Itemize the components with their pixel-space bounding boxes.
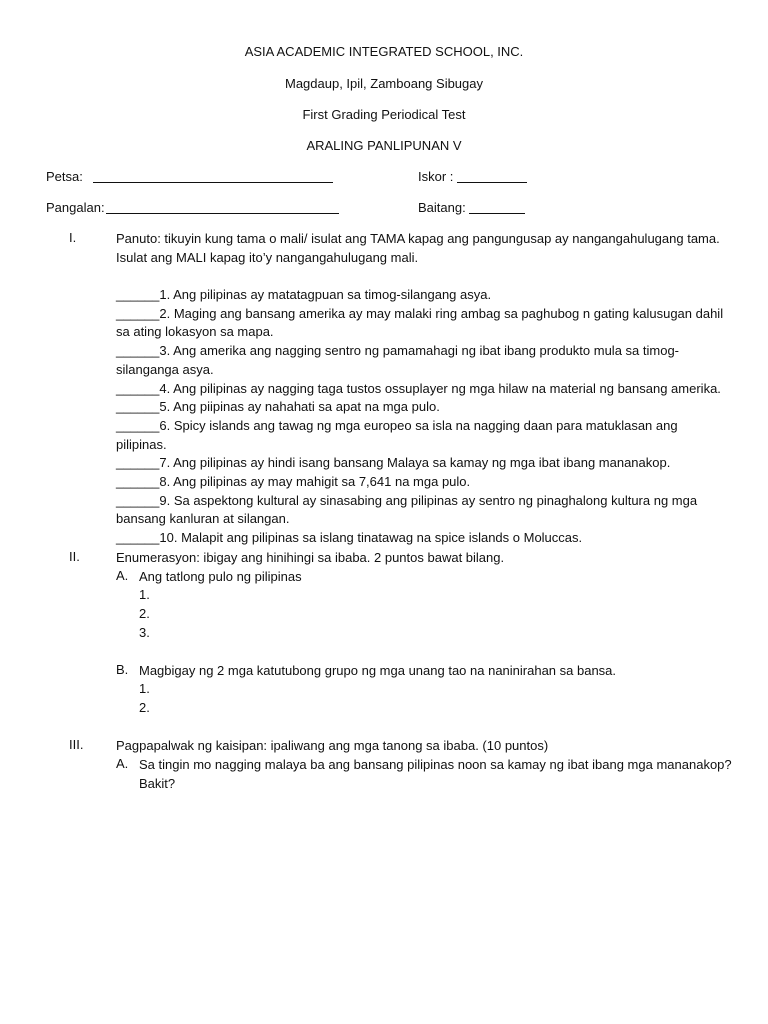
answer-blank[interactable]: ______ [116, 530, 160, 546]
section-2-numeral: II. [69, 549, 80, 564]
item-4 [116, 380, 726, 399]
section-3-a-text [139, 756, 739, 793]
answer-number: 1. [139, 587, 150, 602]
section-3-a-line-1: Sa tingin mo nagging malaya ba ang bansang pilipinas noon sa kamay ng ibat ibang mga mananakop? [139, 757, 732, 772]
item-9 [116, 492, 726, 529]
answer-number: 3. [139, 625, 150, 640]
item-5 [116, 398, 726, 417]
item-6 [116, 417, 726, 454]
answer-blank[interactable]: ______ [116, 417, 160, 433]
answer-blank[interactable]: ______ [116, 287, 160, 302]
item-text: 6. Spicy islands ang tawag ng mga europeo sa isla na nagging daan para matuklasan ang pilipinas. [116, 417, 678, 452]
pangalan-field[interactable] [106, 200, 339, 214]
answer-number: 1. [139, 681, 150, 696]
section-2-b-letter: B. [116, 662, 129, 677]
school-name: ASIA ACADEMIC INTEGRATED SCHOOL, INC. [244, 44, 524, 59]
section-2-a-text: Ang tatlong pulo ng pilipinas [139, 569, 302, 584]
section-3-a-letter: A. [116, 756, 129, 771]
section-2-instructions: Enumerasyon: ibigay ang hinihingi sa ibaba. 2 puntos bawat bilang. [116, 550, 505, 565]
section-2-b-text: Magbigay ng 2 mga katutubong grupo ng mga unang tao na naninirahan sa bansa. [139, 663, 617, 678]
petsa-label: Petsa: [46, 169, 83, 184]
answer-blank[interactable]: ______ [116, 474, 160, 490]
item-text-cont: bansang kanluran at silangan. [116, 511, 290, 527]
item-text-cont: sa ating lokasyon sa mapa. [116, 324, 274, 340]
baitang-label: Baitang: [418, 200, 466, 215]
item-text: 2. Maging ang bansang amerika ay may malaki ring ambag sa paghubog n gating kalusugan dahil [159, 305, 724, 321]
item-8 [116, 473, 726, 492]
item-1 [116, 286, 726, 305]
section-1-instructions-line-2: Isulat ang MALI kapag ito’y nangangahulugang mali. [116, 249, 419, 265]
petsa-field[interactable] [93, 169, 333, 183]
item-text: 5. Ang piipinas ay nahahati sa apat na mga pulo. [159, 399, 440, 415]
section-1-instructions [116, 230, 726, 267]
subject-title: ARALING PANLIPUNAN V [306, 138, 462, 153]
item-text: 9. Sa aspektong kultural ay sinasabing ang pilipinas ay sentro ng pinaghalong kultura ng mga [159, 492, 698, 508]
item-text: 10. Malapit ang pilipinas sa islang tinatawag na spice islands o Moluccas. [159, 530, 583, 546]
answer-number: 2. [139, 700, 150, 715]
school-address: Magdaup, Ipil, Zamboang Sibugay [284, 76, 483, 91]
item-2 [116, 305, 726, 342]
item-text-cont: silanganga asya. [116, 361, 214, 377]
baitang-field[interactable] [469, 200, 525, 214]
test-title: First Grading Periodical Test [302, 107, 466, 122]
answer-number: 2. [139, 606, 150, 621]
item-text: 1. Ang pilipinas ay matatagpuan sa timog-silangang asya. [159, 287, 492, 302]
section-3-numeral: III. [69, 737, 84, 752]
section-1-numeral: I. [69, 230, 77, 245]
answer-blank[interactable]: ______ [116, 399, 160, 415]
item-3 [116, 342, 726, 379]
item-7 [116, 454, 726, 473]
pangalan-label: Pangalan: [46, 200, 105, 215]
section-2-a-letter: A. [116, 568, 129, 583]
answer-blank[interactable]: ______ [116, 305, 160, 321]
item-text: 8. Ang pilipinas ay may mahigit sa 7,641 na mga pulo. [159, 474, 471, 490]
section-3-instructions: Pagpapalwak ng kaisipan: ipaliwang ang mga tanong sa ibaba. (10 puntos) [116, 738, 549, 753]
item-text: 4. Ang pilipinas ay nagging taga tustos ossuplayer ng mga hilaw na material ng bansang amerika. [159, 380, 721, 396]
answer-blank[interactable]: ______ [116, 380, 160, 396]
answer-blank[interactable]: ______ [116, 455, 160, 471]
iskor-label: Iskor : [418, 169, 454, 184]
item-10 [116, 529, 726, 548]
section-1-items [116, 286, 726, 548]
answer-blank[interactable]: ______ [116, 492, 160, 508]
item-text: 7. Ang pilipinas ay hindi isang bansang Malaya sa kamay ng mga ibat ibang mananakop. [159, 455, 671, 471]
answer-blank[interactable]: ______ [116, 343, 160, 359]
section-1-instructions-line-1: Panuto: tikuyin kung tama o mali/ isulat ang TAMA kapag ang pangungusap ay nangangahulugang tama. [116, 231, 720, 246]
iskor-field[interactable] [457, 169, 527, 183]
item-text: 3. Ang amerika ang nagging sentro ng pamamahagi ng ibat ibang produkto mula sa timog- [159, 343, 679, 359]
section-3-a-line-2: Bakit? [139, 775, 176, 791]
